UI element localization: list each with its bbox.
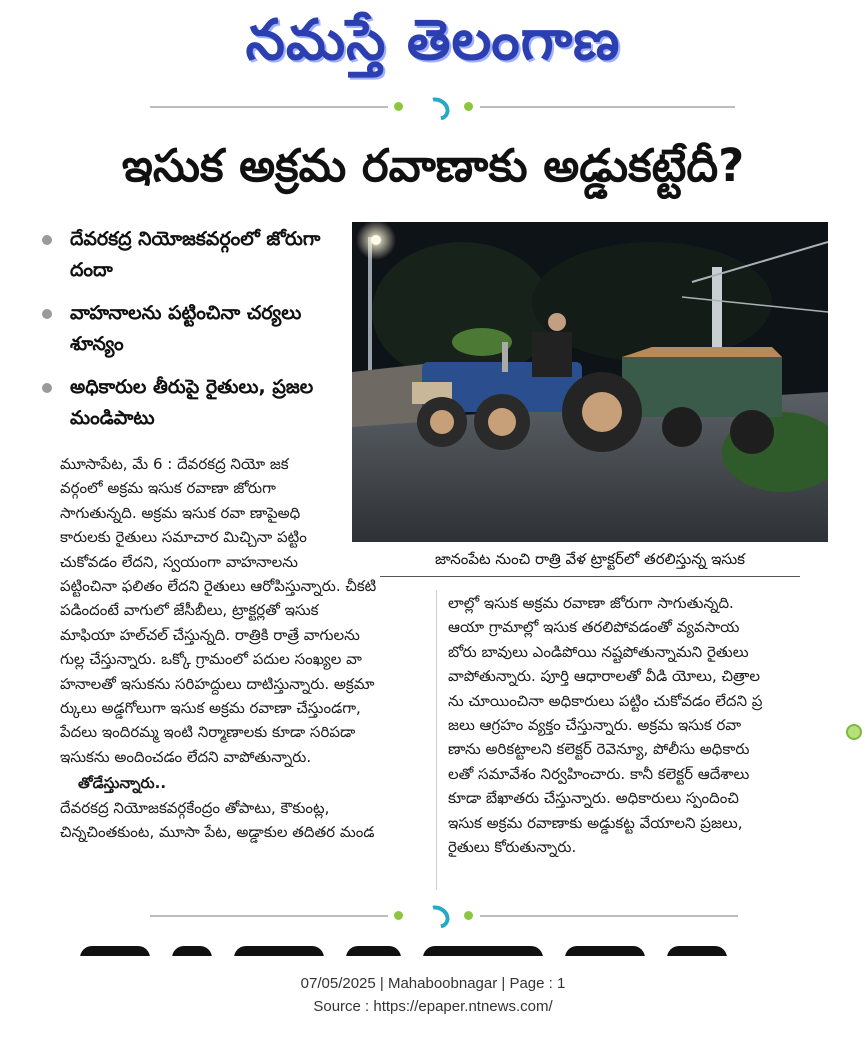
page-edge-marker bbox=[846, 724, 862, 740]
article-line: ఇసుక అక్రమ రవాణాకు అడ్డుకట్ట వేయాలని ప్రజలు, bbox=[448, 813, 743, 832]
green-dot-left-bottom bbox=[394, 911, 403, 920]
article-line: పేదలు ఇందిరమ్మ ఇంటి నిర్మాణాలకు కూడా సరిపడా bbox=[60, 723, 356, 742]
bullet-dot-icon bbox=[42, 309, 52, 319]
article-line: ను చూయించినా అధికారులు పట్టిం చుకోవడం లేదని ప్ర bbox=[448, 691, 763, 710]
article-line: పట్టించినా ఫలితం లేదని రైతులు ఆరోపిస్తున్నారు. చీకటి bbox=[60, 577, 377, 595]
article-line: బోరు బావులు ఎండిపోయి నష్టపోతున్నామని రైతులు bbox=[448, 642, 749, 661]
green-dot-right bbox=[464, 102, 473, 111]
article-column-1-top bbox=[60, 452, 342, 574]
article-line: ఇసుకను అందించడం లేదని వాపోతున్నారు. bbox=[60, 747, 312, 766]
article-line: లతో సమావేశం నిర్వహించారు. కానీ కలెక్టర్ ఆదేశాలు bbox=[448, 764, 750, 783]
caption-underline bbox=[380, 576, 800, 577]
bullet-item bbox=[38, 224, 338, 286]
article-line: హనాలతో ఇసుకను సరిహద్దులు దాటిస్తున్నారు. అక్రమా bbox=[60, 674, 375, 693]
highlight-bullets bbox=[38, 224, 338, 446]
article-line: వర్గంలో అక్రమ ఇసుక రవాణా జోరుగా bbox=[60, 479, 276, 498]
article-line: మూసాపేట, మే 6 : దేవరకద్ర నియో జక bbox=[60, 455, 289, 473]
top-divider-left bbox=[150, 106, 388, 108]
article-line: ణాను అరికట్టాలని కలెక్టర్ రెవెన్యూ, పోలీసు అధికారు bbox=[448, 740, 750, 759]
article-line: కారులకు రైతులు సమాచార మిచ్చినా పట్టిం bbox=[60, 528, 307, 547]
column-separator bbox=[436, 590, 437, 890]
green-dot-left bbox=[394, 102, 403, 111]
article-column-2 bbox=[448, 591, 826, 859]
article-line: దేవరకద్ర నియోజకవర్గకేంద్రం తోపాటు, కౌకుంట్ల, bbox=[60, 798, 330, 817]
tractor-photo-illustration bbox=[352, 222, 828, 542]
newspaper-masthead: నమస్తే తెలంగాణ bbox=[245, 8, 621, 73]
article-line: కూడా బేఖాతరు చేస్తున్నారు. అధికారులు స్పందించి bbox=[448, 789, 739, 808]
blue-swirl-ornament-bottom bbox=[420, 901, 454, 933]
article-line: గుల్ల చేస్తున్నారు. ఒక్కో గ్రామంలో పదుల సంఖ్యల వా bbox=[60, 650, 362, 669]
article-column-1-bottom bbox=[60, 574, 430, 844]
footer-source-link[interactable]: Source : https://epaper.ntnews.com/ bbox=[313, 998, 553, 1015]
bullet-item bbox=[38, 298, 338, 360]
article-line: వాపోతున్నారు. పూర్తి ఆధారాలతో వీడి యోలు, చిత్రాల bbox=[448, 667, 761, 686]
footer-edition-info: 07/05/2025 | Mahaboobnagar | Page : 1 bbox=[300, 975, 566, 992]
top-divider-right bbox=[480, 106, 735, 108]
blue-swirl-ornament bbox=[420, 93, 454, 125]
article-photo bbox=[352, 222, 828, 542]
photo-caption: జానంపేట నుంచి రాత్రి వేళ ట్రాక్టర్‌లో తరలిస్తున్న ఇసుక bbox=[435, 550, 745, 568]
article-line: చుకోవడం లేదని, స్వయంగా వాహనాలను bbox=[60, 552, 298, 571]
bullet-item bbox=[38, 372, 338, 434]
article-subheading: తోడేస్తున్నారు.. bbox=[78, 774, 167, 793]
bullet-text: వాహనాలను పట్టించినా చర్యలు శూన్యం bbox=[70, 302, 302, 355]
green-dot-right-bottom bbox=[464, 911, 473, 920]
article-line: సాగుతున్నది. అక్రమ ఇసుక రవా ణాపైఅధి bbox=[60, 503, 301, 522]
article-line: మాఫియా హల్‌చల్ చేస్తున్నది. రాత్రికి రాత్రే వాగులను bbox=[60, 625, 360, 644]
article-line: పడిందంటే వాగులో జేసీబీలు, ట్రాక్టర్లతో ఇసుక bbox=[60, 601, 319, 620]
bullet-dot-icon bbox=[42, 383, 52, 393]
bullet-dot-icon bbox=[42, 235, 52, 245]
bottom-divider-right bbox=[480, 915, 738, 917]
article-line: రైతులు కోరుతున్నారు. bbox=[448, 838, 577, 857]
article-line: లాల్లో ఇసుక అక్రమ రవాణా జోరుగా సాగుతున్నది. bbox=[448, 594, 734, 612]
article-line: ఆయా గ్రామాల్లో ఇసుక తరలిపోవడంతో వ్యవసాయ bbox=[448, 618, 740, 637]
bullet-text: దేవరకద్ర నియోజకవర్గంలో జోరుగా దందా bbox=[70, 228, 321, 281]
cropped-next-headline bbox=[80, 936, 780, 956]
bullet-text: అధికారుల తీరుపై రైతులు, ప్రజల మండిపాటు bbox=[70, 376, 314, 429]
article-line: జలు ఆగ్రహం వ్యక్తం చేస్తున్నారు. అక్రమ ఇసుక రవా bbox=[448, 716, 742, 735]
article-line: చిన్నచింతకుంట, మూసా పేట, అడ్డాకుల తదితర మండ bbox=[60, 823, 375, 842]
bottom-divider-left bbox=[150, 915, 388, 917]
article-headline: ఇసుక అక్రమ రవాణాకు అడ్డుకట్టేదీ? bbox=[121, 139, 745, 192]
article-line: ర్కులు అడ్డగోలుగా ఇసుక అక్రమ రవాణా చేస్తుండగా, bbox=[60, 699, 361, 718]
